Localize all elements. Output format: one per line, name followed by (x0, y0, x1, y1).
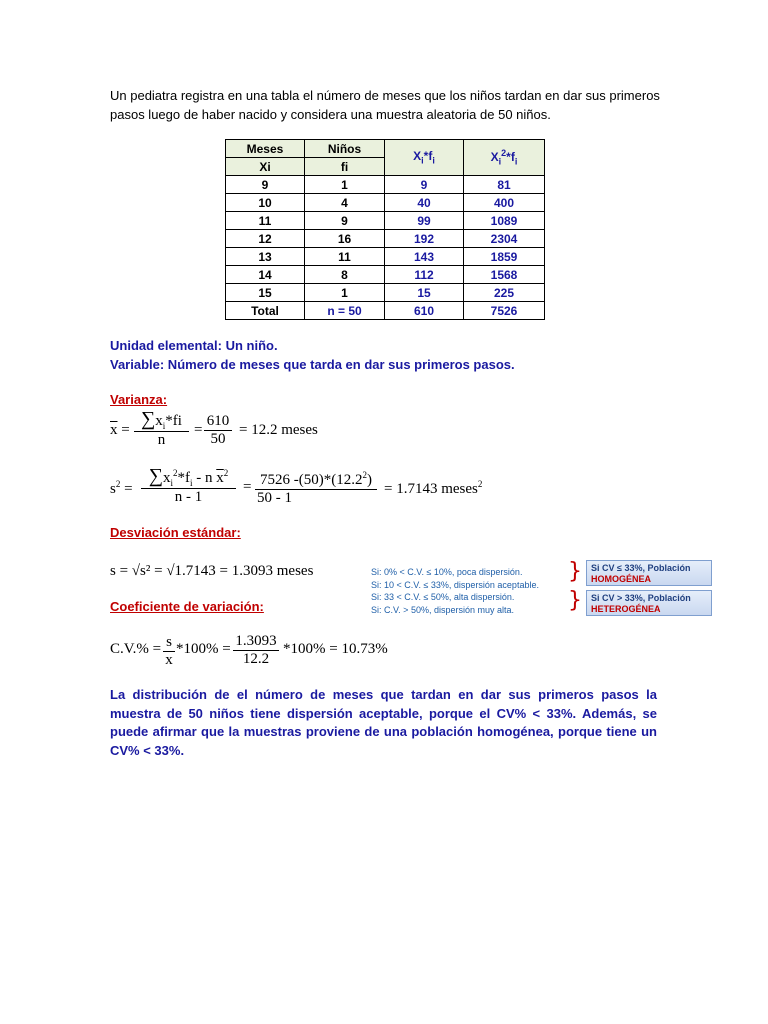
desviacion-title: Desviación estándar: (110, 525, 241, 540)
table-cell: 11 (226, 212, 305, 230)
table-cell: 112 (385, 266, 464, 284)
table-cell: 15 (385, 284, 464, 302)
table-cell: 40 (385, 194, 464, 212)
table-cell: 9 (226, 176, 305, 194)
mean-values: $\frac{610}{50}$ (204, 413, 232, 448)
table-cell: 1089 (464, 212, 545, 230)
note-line: Si: 10 < C.V. ≤ 33%, dispersión aceptable. (371, 579, 539, 590)
note-line: Si: 33 < C.V. ≤ 50%, alta dispersión. (371, 592, 515, 602)
table-cell: 15 (226, 284, 305, 302)
table-cell: 81 (464, 176, 545, 194)
varianza-title: Varianza: (110, 392, 168, 407)
header-meses: Meses (226, 140, 305, 158)
mean-symbol: $\overline{x}$ = (110, 422, 130, 438)
table-cell: 4 (305, 194, 385, 212)
table-cell: 1 (305, 176, 385, 194)
total-label: Total (226, 302, 305, 320)
header-xi: Xi (226, 158, 305, 176)
cv-values-fraction: $\frac{1.3093}{12.2}$ (233, 633, 279, 668)
cv-result: *100% = 10.73% (283, 641, 388, 657)
table-cell: 1568 (464, 266, 545, 284)
homogeneous-box: Si CV ≤ 33%, Población HOMOGÉNEA (586, 560, 712, 586)
total-xi2fi: 7526 (464, 302, 545, 320)
unidad-elemental: Unidad elemental: Un niño. (110, 338, 278, 353)
header-xi2fi: $X_i^2*f_i$ (464, 140, 545, 176)
table-row (226, 176, 545, 194)
cv-lhs: C.V.% = (110, 641, 162, 657)
table-cell: 11 (305, 248, 385, 266)
table-cell: 10 (226, 194, 305, 212)
table-cell: 8 (305, 266, 385, 284)
header-ninos: Niños (305, 140, 385, 158)
variance-symbol: $s^2$ = (110, 479, 133, 497)
table-cell: 2304 (464, 230, 545, 248)
table-cell: 1 (305, 284, 385, 302)
table-cell: 9 (385, 176, 464, 194)
header-xifi: $X_i*f_i$ (385, 140, 464, 176)
note-line: Si: 0% < C.V. ≤ 10%, poca dispersión. (371, 567, 523, 577)
cv-interpretation-notes (371, 566, 539, 616)
table-row (226, 230, 545, 248)
total-n: n = 50 (305, 302, 385, 320)
table-cell: 12 (226, 230, 305, 248)
variance-result: = 1.7143 meses$^2$ (384, 479, 483, 497)
table-cell: 143 (385, 248, 464, 266)
problem-statement: Un pediatra registra en una tabla el número de meses que los niños tardan en dar sus primeros pasos luego de haber nacido y considera una muestra aleatoria de 50 niños. (110, 88, 660, 122)
table-cell: 9 (305, 212, 385, 230)
note-line: Si: C.V. > 50%, dispersión muy alta. (371, 604, 514, 615)
table-cell: 13 (226, 248, 305, 266)
brace-icon: } (568, 588, 582, 613)
table-cell: 1859 (464, 248, 545, 266)
table-row (226, 266, 545, 284)
cv-s-over-x: $\frac{s}{x}$ (163, 634, 175, 669)
std-dev-formula: s = √s² = √1.7143 = 1.3093 meses (110, 563, 314, 579)
header-fi: fi (305, 158, 385, 176)
brace-icon: } (568, 559, 582, 584)
mean-fraction: $\frac{\sum x_i*fi}{n}$ (134, 408, 189, 449)
cv-mult: *100% = (176, 641, 231, 657)
table-cell: 14 (226, 266, 305, 284)
mean-result: = 12.2 meses (239, 422, 318, 438)
table-row (226, 248, 545, 266)
frequency-table (225, 139, 545, 320)
table-cell: 16 (305, 230, 385, 248)
variable-definition: Variable: Número de meses que tarda en dar sus primeros pasos. (110, 357, 515, 372)
heterogeneous-box: Si CV > 33%, Población HETEROGÉNEA (586, 590, 712, 616)
table-row (226, 284, 545, 302)
cv-title: Coeficiente de variación: (110, 599, 264, 614)
table-cell: 99 (385, 212, 464, 230)
table-cell: 192 (385, 230, 464, 248)
table-row (226, 212, 545, 230)
variance-general-fraction: $\frac{\sum x_i^2*f_i - n \overline{x}^2}{n - 1}$ (141, 465, 236, 506)
table-row (226, 194, 545, 212)
table-cell: 400 (464, 194, 545, 212)
table-cell: 225 (464, 284, 545, 302)
conclusion-paragraph: La distribución de el número de meses que tardan en dar sus primeros pasos la muestra de 50 niños tiene dispersión aceptable, porque el CV% < 33%. Además, se puede afirmar que la muestras proviene de una población homogénea, porque tiene un CV% < 33%. (110, 687, 657, 758)
variance-values-fraction: $\frac{7526 -(50)*(12.2^2)}{50 - 1}$ (255, 470, 377, 507)
total-xifi: 610 (385, 302, 464, 320)
